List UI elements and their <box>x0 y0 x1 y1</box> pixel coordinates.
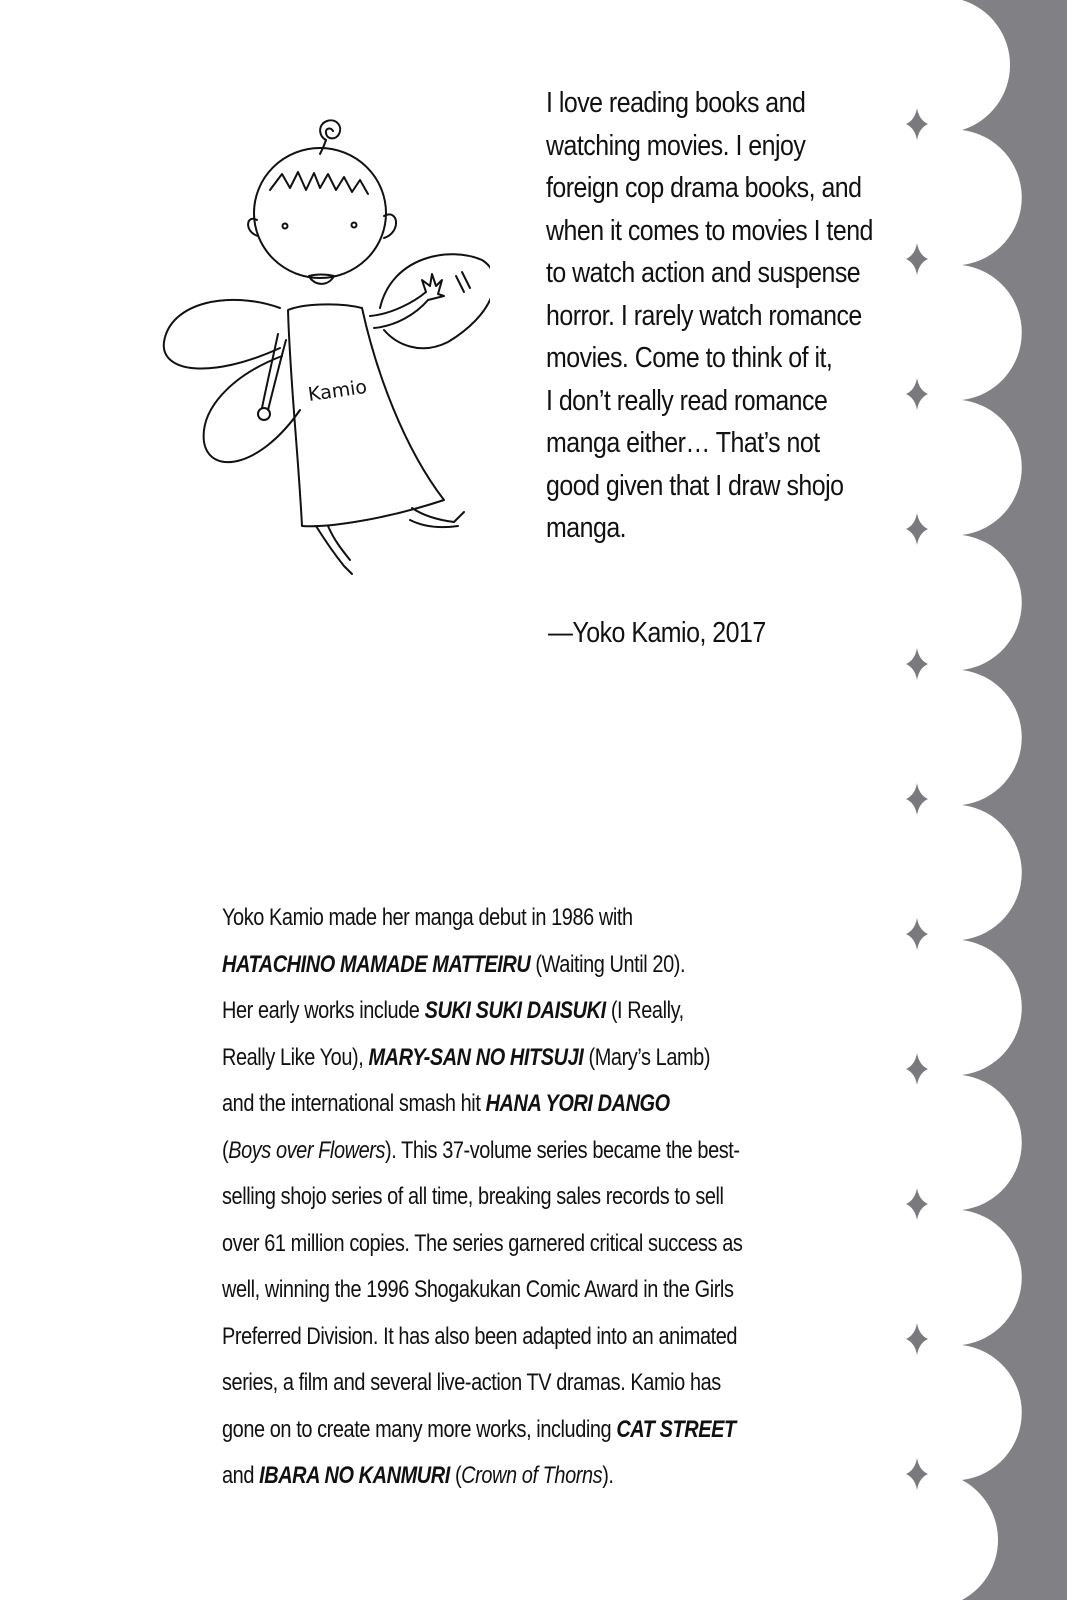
scalloped-border <box>900 0 1067 1600</box>
bio-line <box>222 895 778 942</box>
star-icon <box>906 1323 928 1355</box>
work-title: IBARA NO KANMURI <box>259 1462 450 1489</box>
arm-left <box>262 334 286 410</box>
work-title: HATACHINO MAMADE MATTEIRU <box>222 950 531 978</box>
work-title-english: Boys over Flowers <box>228 1136 386 1164</box>
wing-upper-left <box>164 300 280 369</box>
leg-right <box>410 508 464 527</box>
star-icon <box>906 243 928 275</box>
star-icon <box>906 783 928 815</box>
bio-line <box>222 1267 778 1314</box>
work-title: SUKI SUKI DAISUKI <box>424 997 606 1024</box>
quote-line: to watch action and suspense <box>546 257 861 289</box>
star-icon <box>906 918 928 950</box>
bio-text: Preferred Division. It has also been adapted into an animated <box>222 1322 738 1350</box>
author-quote <box>546 82 899 550</box>
bio-line <box>222 988 778 1035</box>
shirt-label: Kamio <box>306 375 369 406</box>
quote-line: when it comes to movies I tend <box>546 214 873 247</box>
bio-text: selling shojo series of all time, breaking sales records to sell <box>222 1183 724 1210</box>
author-biography <box>222 895 778 1500</box>
bio-text: Really Like You), <box>222 1043 369 1071</box>
author-fairy-illustration <box>130 80 490 590</box>
bio-text: ( <box>449 1462 462 1489</box>
work-title: HANA YORI DANGO <box>485 1090 670 1117</box>
hand-right <box>422 274 444 300</box>
quote-line: I love reading books and <box>546 87 806 119</box>
quote-line: movies. Come to think of it, <box>546 342 833 374</box>
bio-text: (Mary’s Lamb) <box>583 1043 711 1071</box>
work-title: MARY-SAN NO HITSUJI <box>368 1043 584 1071</box>
star-icon <box>906 513 928 545</box>
star-icon <box>906 108 928 140</box>
hair-curl <box>320 120 340 140</box>
quote-line: manga. <box>546 512 627 544</box>
hand-left <box>258 408 270 420</box>
bio-text: series, a film and several live-action TV dramas. Kamio has <box>222 1369 721 1396</box>
head <box>254 148 386 278</box>
hair-curl-stem <box>320 140 326 154</box>
bio-line <box>222 1407 778 1454</box>
bio-line <box>222 1360 778 1407</box>
quote-line: I don’t really read romance <box>546 384 828 417</box>
bio-line <box>222 1453 778 1500</box>
arm-right <box>370 292 428 328</box>
bio-text: ). <box>602 1462 614 1489</box>
bio-line <box>222 1174 778 1221</box>
quote-line: foreign cop drama books, and <box>546 172 862 204</box>
quote-signature: —Yoko Kamio, 2017 <box>548 617 766 649</box>
work-title-english: Crown of Thorns <box>461 1462 603 1489</box>
bio-text: (I Really, <box>605 997 684 1024</box>
quote-line: manga either… That’s not <box>546 427 820 459</box>
quote-line: horror. I rarely watch romance <box>546 299 862 332</box>
bio-text: over 61 million copies. The series garnered critical success as <box>222 1229 743 1257</box>
mouth <box>309 275 334 284</box>
bio-text: gone on to create many more works, including <box>222 1415 617 1443</box>
bio-line <box>222 1128 778 1175</box>
star-icon <box>906 648 928 680</box>
bio-line <box>222 1081 778 1128</box>
quote-line: good given that I draw shojo <box>546 469 844 502</box>
wing-upper-right <box>380 254 490 348</box>
star-icon <box>906 1188 928 1220</box>
star-icon <box>906 1458 928 1490</box>
bio-text: and <box>222 1462 260 1489</box>
bio-text: Her early works include <box>222 997 425 1024</box>
eye-right <box>352 223 357 228</box>
bio-text: ). This 37-volume series became the best- <box>385 1136 740 1164</box>
bio-line <box>222 942 778 989</box>
bio-text: and the international smash hit <box>222 1090 486 1117</box>
bio-text: well, winning the 1996 Shogakukan Comic Award in the Girls <box>222 1276 734 1303</box>
leg-left <box>316 526 352 574</box>
scallop-band <box>962 0 1067 1600</box>
wing-lower-left <box>204 356 300 462</box>
bio-line <box>222 1221 778 1268</box>
dress <box>288 304 444 526</box>
eye-left <box>283 224 288 229</box>
bio-text: Yoko Kamio made her manga debut in 1986 with <box>222 904 633 931</box>
bio-line <box>222 1314 778 1361</box>
bio-text: ( <box>222 1136 229 1164</box>
star-icon <box>906 378 928 410</box>
work-title: CAT STREET <box>616 1415 736 1443</box>
star-icon <box>906 1053 928 1085</box>
bio-text: (Waiting Until 20). <box>530 950 686 978</box>
bio-line <box>222 1035 778 1082</box>
wing-mark <box>456 272 470 292</box>
quote-line: watching movies. I enjoy <box>546 129 806 162</box>
hair-fringe <box>270 172 368 194</box>
